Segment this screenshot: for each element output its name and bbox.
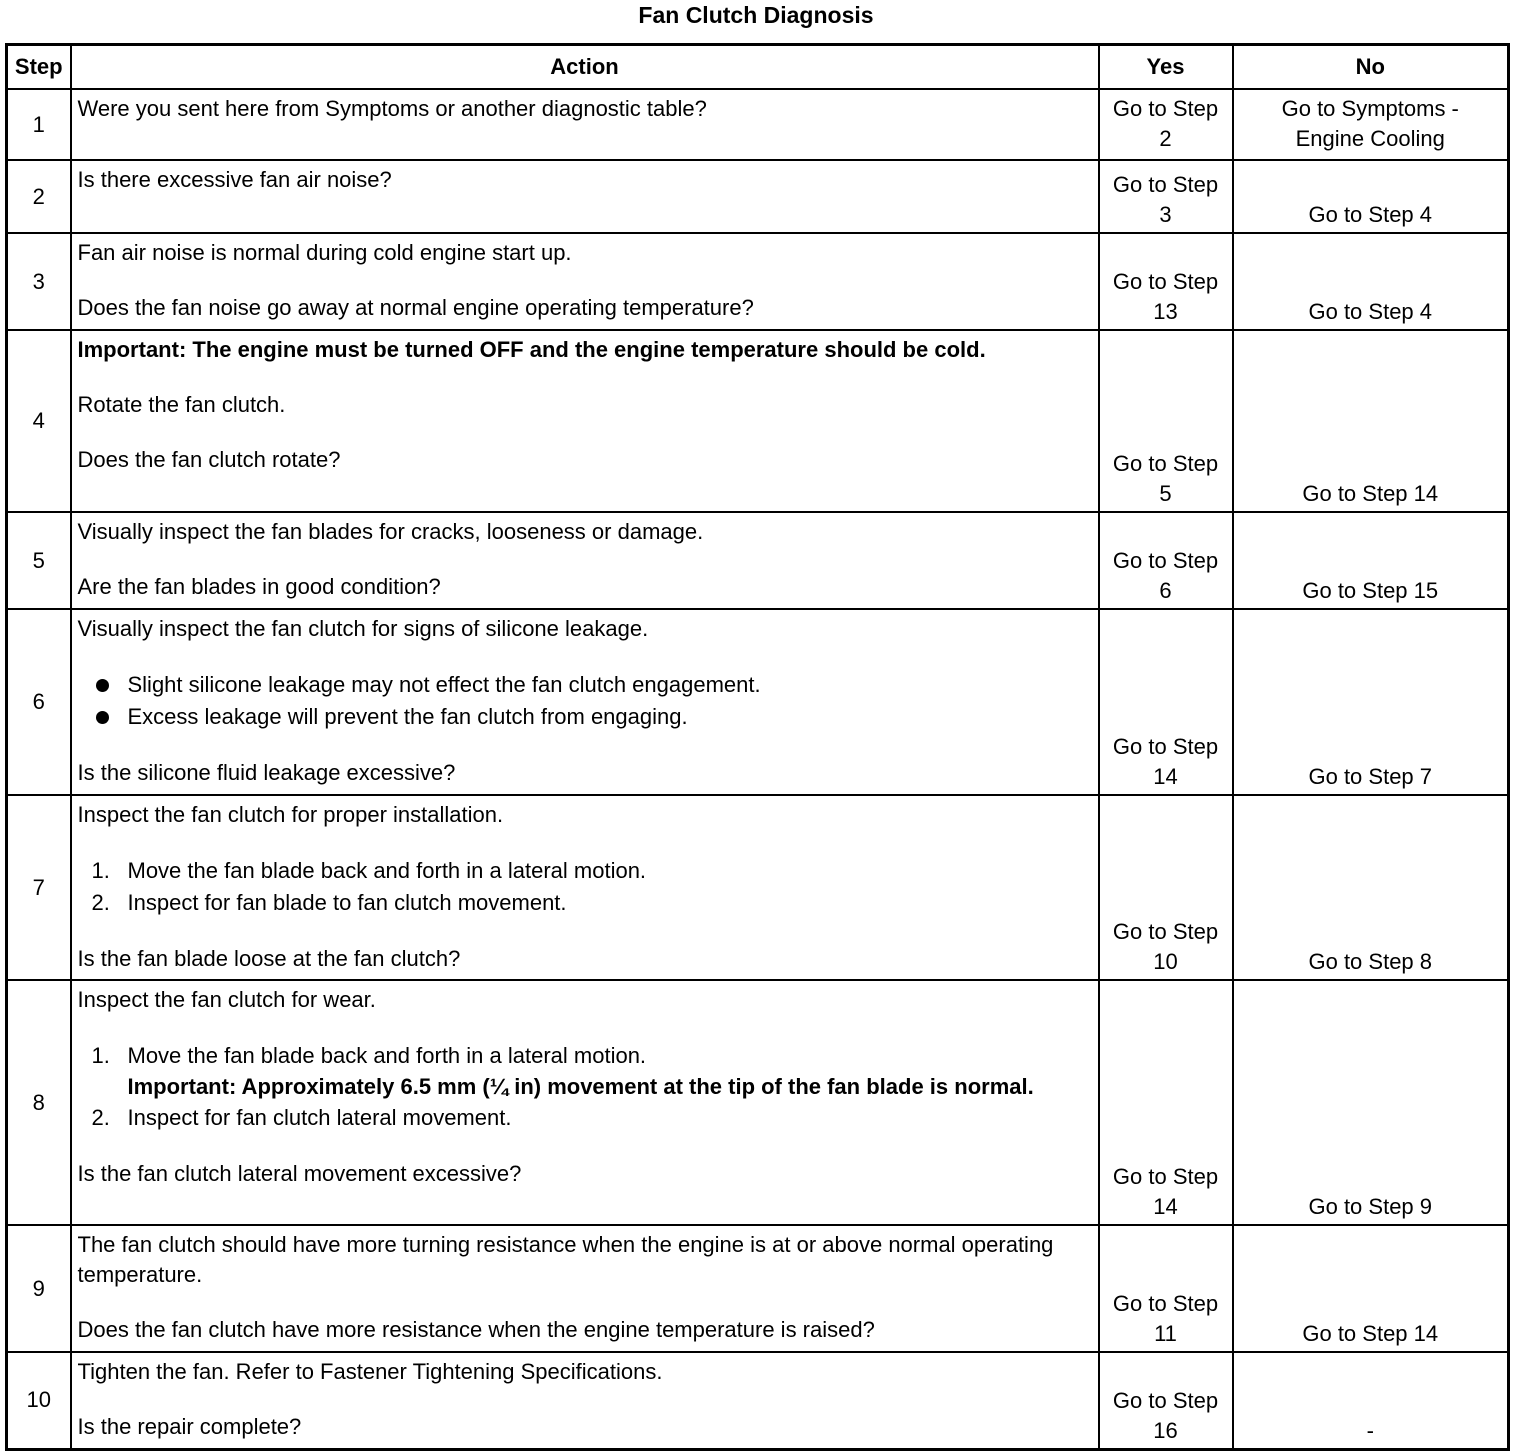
yes-step: 10 <box>1153 949 1178 974</box>
action-text: Inspect the fan clutch for proper installation. <box>77 802 504 827</box>
yes-cell <box>1099 609 1233 795</box>
no-text: Go to Step 7 <box>1308 764 1433 789</box>
table-row <box>7 89 1509 160</box>
no-cell <box>1233 980 1509 1225</box>
bullet-icon <box>96 679 109 692</box>
action-question: Is the silicone fluid leakage excessive? <box>77 760 456 785</box>
step-number: 8 <box>7 980 71 1225</box>
action-text: Is there excessive fan air noise? <box>77 167 392 192</box>
list-item <box>78 701 1092 733</box>
table-row <box>7 1225 1509 1352</box>
yes-step: 13 <box>1153 299 1178 324</box>
table-row <box>7 980 1509 1225</box>
yes-step: 5 <box>1159 481 1172 506</box>
action-cell <box>71 795 1099 980</box>
table-row <box>7 795 1509 980</box>
action-text: Tighten the fan. Refer to Fastener Tightening Specifications. <box>77 1359 663 1384</box>
list-item-text: Move the fan blade back and forth in a lateral motion. <box>127 858 647 883</box>
yes-cell <box>1099 330 1233 512</box>
step-number: 9 <box>7 1225 71 1352</box>
yes-text: Go to Step <box>1112 96 1219 121</box>
action-question: Is the repair complete? <box>77 1414 302 1439</box>
yes-text: Go to Step <box>1112 451 1219 476</box>
yes-step: 14 <box>1153 764 1178 789</box>
action-question: Does the fan clutch rotate? <box>77 447 341 472</box>
no-text: Go to Step 9 <box>1308 1194 1433 1219</box>
action-text: Fan air noise is normal during cold engine start up. <box>77 240 572 265</box>
action-question: Is the fan blade loose at the fan clutch? <box>77 946 461 971</box>
yes-step: 6 <box>1159 578 1172 603</box>
no-text: Go to Step 14 <box>1302 481 1439 506</box>
action-cell <box>71 1225 1099 1352</box>
table-row <box>7 160 1509 233</box>
action-cell <box>71 980 1099 1225</box>
list-item-text: Move the fan blade back and forth in a lateral motion. <box>127 1043 647 1068</box>
important-note: Important: Approximately 6.5 mm (¼ in) movement at the tip of the fan blade is normal. <box>127 1074 1034 1099</box>
action-cell <box>71 330 1099 512</box>
table-row <box>7 609 1509 795</box>
no-text: - <box>1366 1417 1374 1443</box>
no-cell <box>1233 795 1509 980</box>
no-cell <box>1233 89 1509 160</box>
no-text: Go to Symptoms - <box>1281 96 1459 121</box>
action-question: Does the fan clutch have more resistance when the engine temperature is raised? <box>77 1317 875 1342</box>
step-number: 10 <box>7 1352 71 1449</box>
action-cell <box>71 1352 1099 1449</box>
list-item <box>78 855 1092 887</box>
header-yes: Yes <box>1099 45 1233 90</box>
action-text: Visually inspect the fan blades for cracks, looseness or damage. <box>77 519 704 544</box>
yes-cell <box>1099 795 1233 980</box>
bullet-list <box>78 669 1092 733</box>
numbered-list <box>78 855 1092 919</box>
yes-text: Go to Step <box>1112 172 1219 197</box>
no-cell <box>1233 1225 1509 1352</box>
yes-text: Go to Step <box>1112 1164 1219 1189</box>
action-cell <box>71 89 1099 160</box>
diagnosis-table <box>5 43 1510 1451</box>
list-number: 1. <box>91 1043 110 1068</box>
step-number: 4 <box>7 330 71 512</box>
list-number: 2. <box>91 890 110 915</box>
numbered-list <box>78 1040 1092 1134</box>
step-number: 6 <box>7 609 71 795</box>
yes-step: 16 <box>1153 1417 1178 1443</box>
no-text: Go to Step 4 <box>1308 299 1433 324</box>
no-cell <box>1233 330 1509 512</box>
yes-text: Go to Step <box>1112 548 1219 573</box>
no-text: Go to Step 15 <box>1302 578 1439 603</box>
yes-text: Go to Step <box>1112 734 1219 759</box>
yes-step: 11 <box>1154 1321 1177 1346</box>
list-item <box>78 1102 1092 1134</box>
no-cell <box>1233 609 1509 795</box>
table-row <box>7 330 1509 512</box>
step-number: 7 <box>7 795 71 980</box>
yes-step: 3 <box>1159 202 1172 227</box>
yes-cell <box>1099 89 1233 160</box>
action-text: Inspect the fan clutch for wear. <box>77 987 376 1012</box>
action-text: Were you sent here from Symptoms or another diagnostic table? <box>77 96 707 121</box>
yes-cell <box>1099 1352 1233 1449</box>
list-item <box>78 669 1092 701</box>
no-cell <box>1233 1352 1509 1449</box>
yes-cell <box>1099 233 1233 330</box>
header-action: Action <box>71 45 1099 90</box>
yes-cell <box>1099 980 1233 1225</box>
no-text: Go to Step 14 <box>1302 1321 1439 1346</box>
step-number: 1 <box>7 89 71 160</box>
yes-cell <box>1099 160 1233 233</box>
yes-text: Go to Step <box>1112 1291 1219 1316</box>
table-row <box>7 1352 1509 1449</box>
step-number: 5 <box>7 512 71 609</box>
yes-text: Go to Step <box>1112 1387 1219 1413</box>
no-cell <box>1233 160 1509 233</box>
bullet-icon <box>96 711 109 724</box>
yes-cell <box>1099 512 1233 609</box>
action-text: Rotate the fan clutch. <box>77 392 286 417</box>
list-number: 2. <box>91 1105 110 1130</box>
no-cell <box>1233 233 1509 330</box>
step-number: 3 <box>7 233 71 330</box>
list-item-text: Inspect for fan clutch lateral movement. <box>127 1105 512 1130</box>
yes-cell <box>1099 1225 1233 1352</box>
page-title: Fan Clutch Diagnosis <box>638 2 874 28</box>
action-text: The fan clutch should have more turning resistance when the engine is at or above normal operating temperature. <box>77 1232 1054 1287</box>
yes-text: Go to Step <box>1112 919 1219 944</box>
action-cell <box>71 512 1099 609</box>
yes-text: Go to Step <box>1112 269 1219 294</box>
no-text-2: Engine Cooling <box>1295 126 1445 151</box>
table-row <box>7 233 1509 330</box>
header-no: No <box>1233 45 1509 90</box>
no-cell <box>1233 512 1509 609</box>
action-cell <box>71 609 1099 795</box>
list-item <box>78 887 1092 919</box>
list-item-text: Slight silicone leakage may not effect the fan clutch engagement. <box>127 672 761 697</box>
action-question: Is the fan clutch lateral movement excessive? <box>77 1161 522 1186</box>
header-step: Step <box>7 45 71 90</box>
yes-step: 14 <box>1153 1194 1178 1219</box>
no-text: Go to Step 8 <box>1308 949 1433 974</box>
action-question: Are the fan blades in good condition? <box>77 574 441 599</box>
list-item-text: Excess leakage will prevent the fan clutch from engaging. <box>127 704 688 729</box>
table-header-row <box>7 45 1509 90</box>
table-row <box>7 512 1509 609</box>
yes-step: 2 <box>1159 126 1172 151</box>
list-item <box>78 1040 1092 1102</box>
step-number: 2 <box>7 160 71 233</box>
action-text: Visually inspect the fan clutch for signs of silicone leakage. <box>77 616 649 641</box>
action-question: Does the fan noise go away at normal engine operating temperature? <box>77 295 754 320</box>
important-note: Important: The engine must be turned OFF and the engine temperature should be cold. <box>77 337 986 362</box>
list-item-text: Inspect for fan blade to fan clutch movement. <box>127 890 567 915</box>
no-text: Go to Step 4 <box>1308 202 1433 227</box>
action-cell <box>71 233 1099 330</box>
list-number: 1. <box>91 858 110 883</box>
action-cell <box>71 160 1099 233</box>
